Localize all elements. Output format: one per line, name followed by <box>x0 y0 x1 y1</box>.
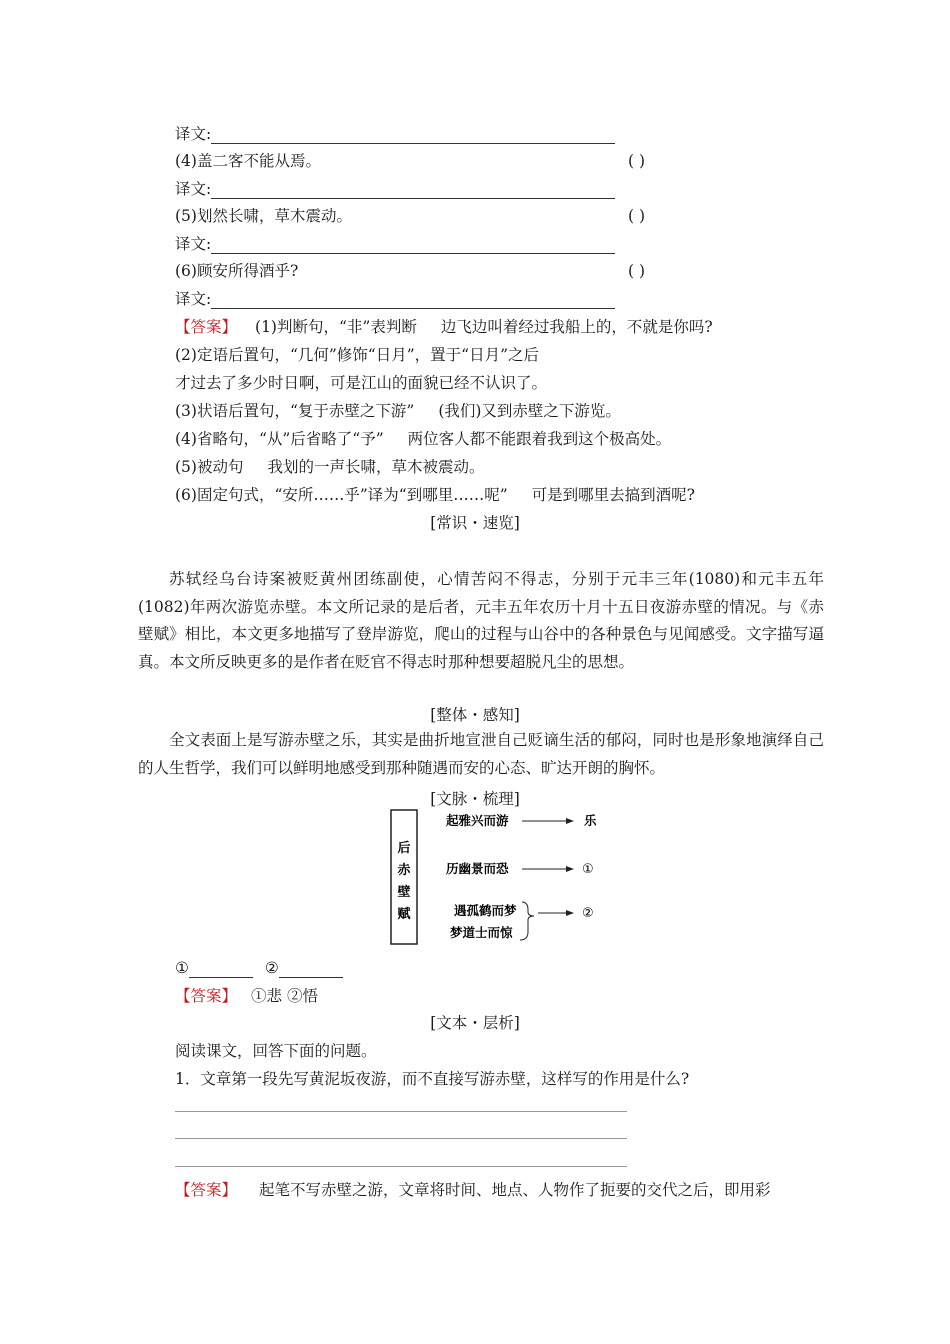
section-heading-zhengti: [整体・感知] <box>430 706 520 724</box>
translation-line-5: 译文: <box>175 234 615 254</box>
fill-blank-2[interactable] <box>279 963 343 978</box>
diagram-title-char: 后 <box>397 841 411 856</box>
arrow-head-icon <box>566 910 574 916</box>
translation-blank-4[interactable] <box>211 184 615 199</box>
diagram-title-char: 赤 <box>397 863 411 878</box>
section-heading-wenmai: [文脉・梳理] <box>430 790 520 808</box>
section-heading-wenben: [文本・层析] <box>430 1014 520 1032</box>
question-1: 1．文章第一段先写黄泥坂夜游，而不直接写游赤壁，这样写的作用是什么? <box>175 1070 690 1088</box>
translation-line-3: 译文: <box>175 124 615 144</box>
answer-writing-line-3[interactable] <box>175 1166 627 1167</box>
answer3-line: 【答案】 起笔不写赤壁之游，文章将时间、地点、人物作了扼要的交代之后，即用彩 <box>175 1181 771 1199</box>
arrow-head-icon <box>566 818 574 824</box>
structure-diagram <box>390 808 610 948</box>
translation-blank-5[interactable] <box>211 239 615 254</box>
translation-line-4: 译文: <box>175 179 615 199</box>
diagram-row1-right: 乐 <box>584 813 597 828</box>
exercise-item-5: (5)划然长啸，草木震动。 <box>175 207 352 225</box>
diagram-row3-left-a: 遇孤鹤而梦 <box>454 903 517 918</box>
answer-line-3: 才过去了多少时日啊，可是江山的面貌已经不认识了。 <box>175 374 548 392</box>
instruction-text: 阅读课文，回答下面的问题。 <box>175 1042 377 1060</box>
answer-line-1: 【答案】 (1)判断句，“非”表判断 边飞边叫着经过我船上的，不就是你吗? <box>175 318 713 336</box>
diagram-row3-left-b: 梦道士而惊 <box>450 925 513 940</box>
exercise-item-6: (6)顾安所得酒乎? <box>175 262 299 280</box>
translation-blank-6[interactable] <box>211 294 615 309</box>
answer2-line: 【答案】 ①悲 ②悟 <box>175 987 318 1005</box>
translation-blank-3[interactable] <box>211 129 615 144</box>
answer-line-4: (3)状语后置句，“复于赤壁之下游” (我们)又到赤壁之下游览。 <box>175 402 621 420</box>
exercise-item-4: (4)盖二客不能从焉。 <box>175 152 321 170</box>
answer-writing-line-1[interactable] <box>175 1111 627 1112</box>
diagram-row1-left: 起雅兴而游 <box>446 813 509 828</box>
exercise-paren-4[interactable]: ( ) <box>628 152 646 170</box>
exercise-paren-6[interactable]: ( ) <box>628 262 646 280</box>
answer-line-6: (5)被动句 我划的一声长啸，草木被震动。 <box>175 458 485 476</box>
section-heading-changshi: [常识・速览] <box>430 514 520 532</box>
answer-line-7: (6)固定句式，“安所……乎”译为“到哪里……呢” 可是到哪里去搞到酒呢? <box>175 486 695 504</box>
diagram-title-char: 壁 <box>397 885 411 900</box>
diagram-row3-right: ② <box>582 906 594 921</box>
fill-blank-1[interactable] <box>189 963 253 978</box>
answer-line-2: (2)定语后置句，“几何”修饰“日月”，置于“日月”之后 <box>175 346 540 364</box>
diagram-row2-right: ① <box>582 862 594 877</box>
diagram-title-char: 赋 <box>397 907 411 922</box>
translation-line-6: 译文: <box>175 289 615 309</box>
paragraph-changshi: 苏轼经乌台诗案被贬黄州团练副使，心情苦闷不得志，分别于元丰三年(1080)和元丰五年(1082)年两次游览赤壁。本文所记录的是后者，元丰五年农历十月十五日夜游赤壁的情况。与《赤壁赋》相比，本文更多地描写了登岸游览，爬山的过程与山谷中的各种景色与见闻感受。文字描写逼真。本文所反映更多的是作者在贬官不得志时那种想要超脱凡尘的思想。 <box>138 570 824 671</box>
answer-writing-line-2[interactable] <box>175 1138 627 1139</box>
arrow-head-icon <box>566 866 574 872</box>
answer-label: 【答案】 <box>175 318 238 336</box>
paragraph-zhengti: 全文表面上是写游赤壁之乐，其实是曲折地宣泄自己贬谪生活的郁闷，同时也是形象地演绎自己的人生哲学，我们可以鲜明地感受到那种随遇而安的心态、旷达开朗的胸怀。 <box>138 731 824 777</box>
exercise-paren-5[interactable]: ( ) <box>628 207 646 225</box>
brace-icon <box>520 902 534 940</box>
answer-line-5: (4)省略句，“从”后省略了“予” 两位客人都不能跟着我到这个极高处。 <box>175 430 672 448</box>
diagram-row2-left: 历幽景而恐 <box>446 861 509 876</box>
fill-blank-line: ① ② <box>175 958 355 978</box>
